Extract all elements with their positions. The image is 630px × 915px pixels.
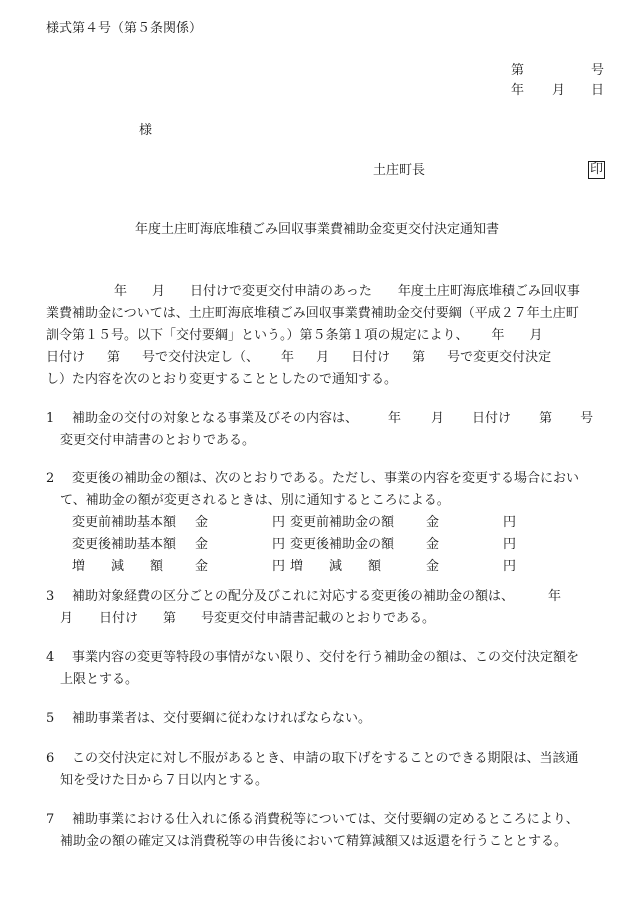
item7-line2: 補助金の額の確定又は消費税等の申告後において精算減額又は返還を行うこととする。: [60, 834, 568, 849]
item3-line2: 月 日付け 第 号変更交付申請書記載のとおりである。: [60, 611, 436, 626]
amount-row-3-right-label: 増 減 額: [290, 559, 382, 574]
item4-number: 4: [46, 650, 55, 665]
amount-row-2-label: 変更後補助基本額: [72, 537, 177, 552]
item6-line2: 知を受けた日から７日以内とする。: [60, 773, 269, 788]
amount-row-2-yen: 円: [272, 537, 286, 552]
item1-line2: 変更交付申請書のとおりである。: [60, 433, 256, 448]
item1-line1: 補助金の交付の対象となる事業及びその内容は、 年 月 日付け 第 号: [72, 411, 594, 426]
item5-line1: 補助事業者は、交付要綱に従わなければならない。: [72, 711, 372, 726]
amount-row-1-label: 変更前補助基本額: [72, 515, 177, 530]
item6-number: 6: [46, 751, 55, 766]
amount-row-3-right-yen: 円: [503, 559, 517, 574]
amount-row-3-right-kin: 金: [426, 559, 440, 574]
amount-row-2-right-kin: 金: [426, 537, 440, 552]
doc-number-label: 第: [511, 63, 525, 78]
seal-mark: [588, 161, 605, 179]
intro-l5: し）た内容を次のとおり変更することとしたので通知する。: [46, 372, 398, 387]
date-month: 月: [552, 83, 566, 98]
amount-row-1-right-label: 変更前補助金の額: [290, 515, 395, 530]
amount-row-3-kin: 金: [195, 559, 209, 574]
intro-l2: 業費補助金については、土庄町海底堆積ごみ回収事業費補助金交付要綱（平成２７年土庄町: [46, 306, 579, 321]
amount-row-1-yen: 円: [272, 515, 286, 530]
page-title: 年度土庄町海底堆積ごみ回収事業費補助金変更交付決定通知書: [135, 222, 500, 237]
issuer: 土庄町長: [373, 163, 426, 178]
amount-row-3-label: 増 減 額: [72, 559, 164, 574]
item2-line2: て、補助金の額が変更されるときは、別に通知するところによる。: [60, 493, 450, 508]
item1-number: 1: [46, 411, 55, 426]
form-number: 様式第４号（第５条関係）: [46, 21, 203, 36]
amount-row-3-yen: 円: [272, 559, 286, 574]
item7-line1: 補助事業における仕入れに係る消費税等については、交付要綱の定めるところにより、: [72, 812, 579, 827]
seal-text: 印: [588, 161, 605, 179]
amount-row-2-right-label: 変更後補助金の額: [290, 537, 395, 552]
doc-number-suffix: 号: [591, 63, 605, 78]
amount-row-1-kin: 金: [195, 515, 209, 530]
intro-l3: 訓令第１５号。以下「交付要綱」という。）第５条第１項の規定により、 年 月: [46, 328, 543, 343]
item4-line1: 事業内容の変更等特段の事情がない限り、交付を行う補助金の額は、この交付決定額を: [72, 650, 580, 665]
amount-row-2-kin: 金: [195, 537, 209, 552]
item3-number: 3: [46, 589, 55, 604]
item6-line1: この交付決定に対し不服があるとき、申請の取下げをすることのできる期限は、当該通: [72, 751, 579, 766]
item4-line2: 上限とする。: [60, 672, 139, 687]
item7-number: 7: [46, 812, 55, 827]
item2-number: 2: [46, 471, 55, 486]
amount-row-1-right-yen: 円: [503, 515, 517, 530]
intro-l1: 年 月 日付けで変更交付申請のあった 年度土庄町海底堆積ごみ回収事: [114, 284, 580, 299]
amount-row-2-right-yen: 円: [503, 537, 517, 552]
item3-line1: 補助対象経費の区分ごとの配分及びこれに対応する変更後の補助金の額は、 年: [72, 589, 562, 604]
item2-line1: 変更後の補助金の額は、次のとおりである。ただし、事業の内容を変更する場合におい: [72, 471, 580, 486]
date-year: 年: [511, 83, 525, 98]
date-day: 日: [591, 83, 605, 98]
intro-l4: 日付け 第 号で交付決定し（、 年 月 日付け 第 号で変更交付決定: [46, 350, 552, 365]
amount-row-1-right-kin: 金: [426, 515, 440, 530]
addressee-suffix: 様: [139, 123, 153, 138]
item5-number: 5: [46, 711, 55, 726]
